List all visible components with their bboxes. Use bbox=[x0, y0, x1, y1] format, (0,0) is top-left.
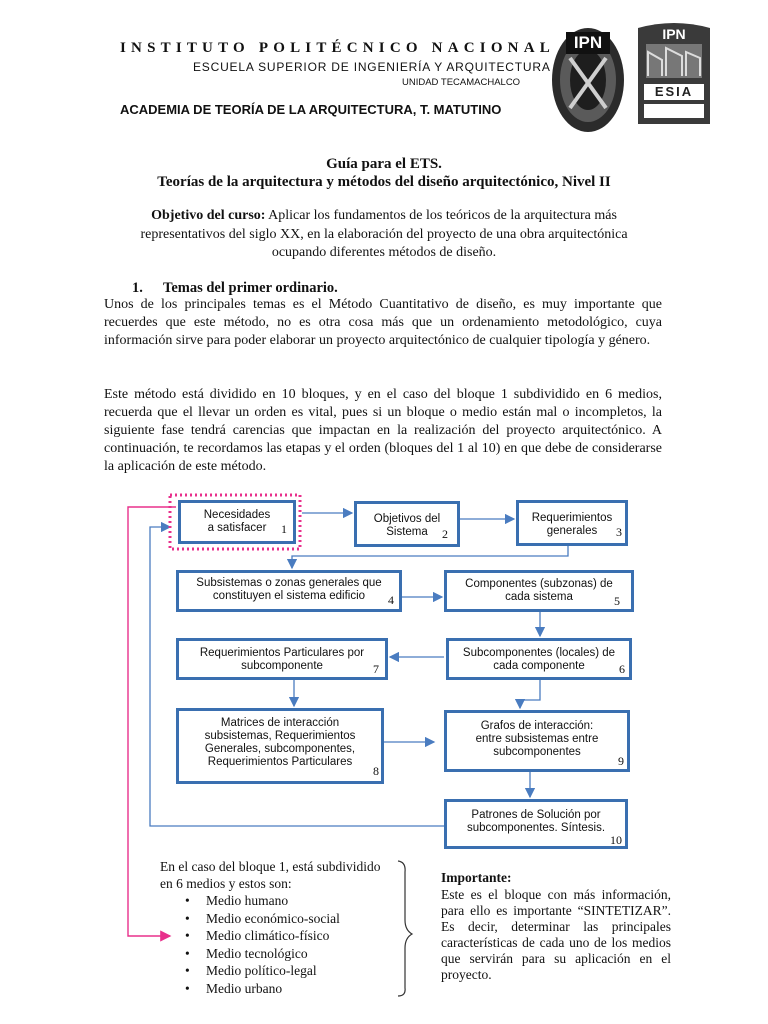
section-heading: Temas del primer ordinario. bbox=[163, 280, 338, 296]
block-1: Necesidades a satisfacer 1 bbox=[178, 500, 296, 544]
block-4-number: 4 bbox=[388, 593, 394, 607]
medios-section bbox=[160, 858, 400, 997]
block-5-number: 5 bbox=[614, 594, 620, 608]
block-7-number: 7 bbox=[373, 662, 379, 676]
arrow-3-4 bbox=[292, 546, 568, 568]
important-title: Importante: bbox=[441, 870, 512, 885]
block-1-number: 1 bbox=[281, 522, 287, 536]
esia-logo-top-text: IPN bbox=[662, 26, 686, 42]
block-5: Componentes (subzonas) de cada sistema 5 bbox=[444, 570, 634, 612]
medio-item: • Medio humano bbox=[160, 892, 400, 910]
block-10-number: 10 bbox=[610, 833, 622, 847]
important-note bbox=[441, 870, 671, 983]
block-9: Grafos de interacción: entre subsistemas entre subcomponentes 9 bbox=[444, 710, 630, 772]
objective-label: Objetivo del curso: bbox=[151, 208, 266, 223]
arrow-6-9 bbox=[520, 678, 540, 708]
unit-name: UNIDAD TECAMACHALCO bbox=[402, 77, 521, 88]
block-8-number: 8 bbox=[373, 764, 379, 778]
block-6: Subcomponentes (locales) de cada componente 6 bbox=[446, 638, 632, 680]
block-2: Objetivos del Sistema 2 bbox=[354, 501, 460, 547]
important-text: Este es el bloque con más información, para ello es importante “SINTETIZAR”. Es decir, determinar las principales características de cada uno de los medios que servirán para su aplicación en el proyecto. bbox=[441, 887, 671, 982]
block-2-number: 2 bbox=[442, 527, 448, 541]
guide-title-line1: Guía para el ETS. bbox=[326, 156, 442, 172]
guide-title-line2: Teorías de la arquitectura y métodos del diseño arquitectónico, Nivel II bbox=[157, 174, 611, 190]
block-7: Requerimientos Particulares por subcomponente 7 bbox=[176, 638, 388, 680]
esia-logo-bottom-text: ESIA bbox=[654, 84, 694, 99]
block-8: Matrices de interacción subsistemas, Requerimientos Generales, subcomponentes, Requerimientos Particulares 8 bbox=[176, 708, 384, 784]
section-number: 1. bbox=[132, 280, 143, 296]
block-10: Patrones de Solución por subcomponentes. Síntesis. 10 bbox=[444, 799, 628, 849]
institute-name: INSTITUTO POLITÉCNICO NACIONAL bbox=[120, 40, 555, 56]
medio-item: • Medio político-legal bbox=[160, 962, 400, 980]
objective-text: Aplicar los fundamentos de los teóricos de la arquitectura más representativos del siglo XX, en la elaboración del proyecto de una obra arquitectónica ocupando diferentes métodos de diseño. bbox=[140, 208, 628, 260]
block-4: Subsistemas o zonas generales que constituyen el sistema edificio 4 bbox=[176, 570, 402, 612]
medio-item: • Medio económico-social bbox=[160, 910, 400, 928]
medio-item: • Medio climático-físico bbox=[160, 927, 400, 945]
block-3-number: 3 bbox=[616, 525, 622, 539]
medio-item: • Medio urbano bbox=[160, 980, 400, 998]
section-paragraph-1: Unos de los principales temas es el Método Cuantitativo de diseño, es muy importante que recuerdes que este método, no es otra cosa más que un ordenamiento metodológico, cuya información sirve para poder elaborar un proyecto arquitectónico de cualquier tipología y género. bbox=[104, 297, 662, 348]
block-6-number: 6 bbox=[619, 662, 625, 676]
section-paragraph-2: Este método está dividido en 10 bloques, y en el caso del bloque 1 subdividido en 6 medios, recuerda que el llevar un orden es vital, pues si un bloque o medio están mal o incompletos, la siguiente fase tendrá carencias que impactan en la realización del proyecto arquitectónico. A continuación, te recordamos las etapas y el orden (bloques del 1 al 10) en que debe de considerarse la aplicación de este método. bbox=[104, 387, 662, 474]
curly-brace bbox=[398, 861, 412, 996]
block-9-number: 9 bbox=[618, 754, 624, 768]
medio-item: • Medio tecnológico bbox=[160, 945, 400, 963]
medios-intro: En el caso del bloque 1, está subdividido en 6 medios y estos son: bbox=[160, 859, 381, 891]
medios-list bbox=[160, 892, 400, 997]
school-name: ESCUELA SUPERIOR DE INGENIERÍA Y ARQUITECTURA bbox=[193, 60, 551, 74]
academy-name: ACADEMIA DE TEORÍA DE LA ARQUITECTURA, T. MATUTINO bbox=[120, 102, 502, 117]
block-3: Requerimientos generales 3 bbox=[516, 500, 628, 546]
ipn-logo-text: IPN bbox=[573, 33, 603, 52]
